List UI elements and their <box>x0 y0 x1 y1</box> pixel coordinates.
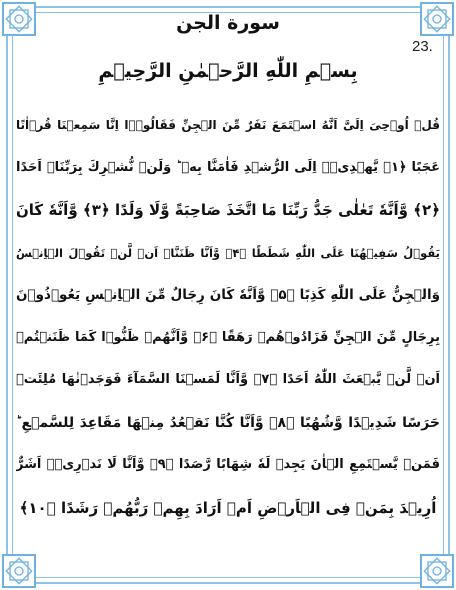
corner-ornament-bottom-right <box>420 554 454 588</box>
basmala: بِسۡمِ اللّٰهِ الرَّحۡمٰنِ الرَّحِيۡمِ <box>98 60 358 82</box>
verse-line-8: حَرَسًا شَدِيۡدًا وَّشُهُبًا ﴿۸﴾ وَّاَنَّا كُنَّا نَقۡعُدُ مِنۡهَا مَقَاعِدَ لِلسَّمۡعِ ؕ <box>16 414 440 431</box>
verse-line-2: عَجَبًا ﴿۱﴾ يَّهۡدِىۡۤ اِلَى الرُّشۡدِ فَاٰمَنَّا بِهٖ ؕ وَلَنۡ نُّشۡرِكَ بِرَبِّنَاۤ اَحَدًا <box>16 159 440 175</box>
verse-line-7: اَنۡ لَّنۡ يَّبۡعَثَ اللّٰهُ اَحَدًا ﴿۷﴾ وَّاَنَّا لَمَسۡنَا السَّمَآءَ فَوَجَدۡنٰهَا مُلِئَتۡ <box>16 372 440 387</box>
verse-text-block <box>16 104 440 529</box>
surah-title: سورة الجن <box>176 12 280 34</box>
page-number: 23. <box>412 38 433 55</box>
verse-line-6: بِرِجَالٍ مِّنَ الۡجِنِّ فَزَادُوۡهُمۡ رَهَقًا ﴿۶﴾ وَّاَنَّهُمۡ ظَنُّوۡا كَمَا ظَنَنۡتُمۡ <box>16 329 440 345</box>
corner-ornament-bottom-left <box>2 554 36 588</box>
verse-line-5: وَالۡجِنُّ عَلَى اللّٰهِ كَذِبًا ﴿۵﴾ وَّاَنَّهٗ كَانَ رِجَالٌ مِّنَ الۡاِنۡسِ يَعُوۡذُوۡنَ <box>16 287 440 303</box>
verse-line-1: قُلۡ اُوۡحِىَ اِلَىَّ اَنَّهُ اسۡتَمَعَ نَفَرٌ مِّنَ الۡجِنِّ فَقَالُوۡۤا اِنَّا سَمِعۡنَا قُرۡاٰنًا <box>16 118 440 132</box>
verse-line-10: اُرِيۡدَ بِمَنۡ فِى الۡاَرۡضِ اَمۡ اَرَادَ بِهِمۡ رَبُّهُمۡ رَشَدًا ﴿۱۰﴾ <box>19 498 437 517</box>
verse-line-9: فَمَنۡ يَّسۡتَمِعِ الۡاٰنَ يَجِدۡ لَهٗ شِهَابًا رَّصَدًا ﴿۹﴾ وَّاَنَّا لَا نَدۡرِىۡۤ اَشَرٌّ <box>16 457 440 472</box>
verse-line-4: يَقُوۡلُ سَفِيۡهُنَا عَلَى اللّٰهِ شَطَطًا ﴿۴﴾ وَّاَنَّا ظَنَنَّاۤ اَنۡ لَّنۡ تَقُوۡلَ الۡاِنۡسُ <box>16 245 440 260</box>
verse-line-3: ﴿۲﴾ وَّاَنَّهٗ تَعٰلٰى جَدُّ رَبِّنَا مَا اتَّخَذَ صَاحِبَةً وَّلَا وَلَدًا ﴿۳﴾ وَّاَنَّهٗ كَانَ <box>16 201 440 219</box>
